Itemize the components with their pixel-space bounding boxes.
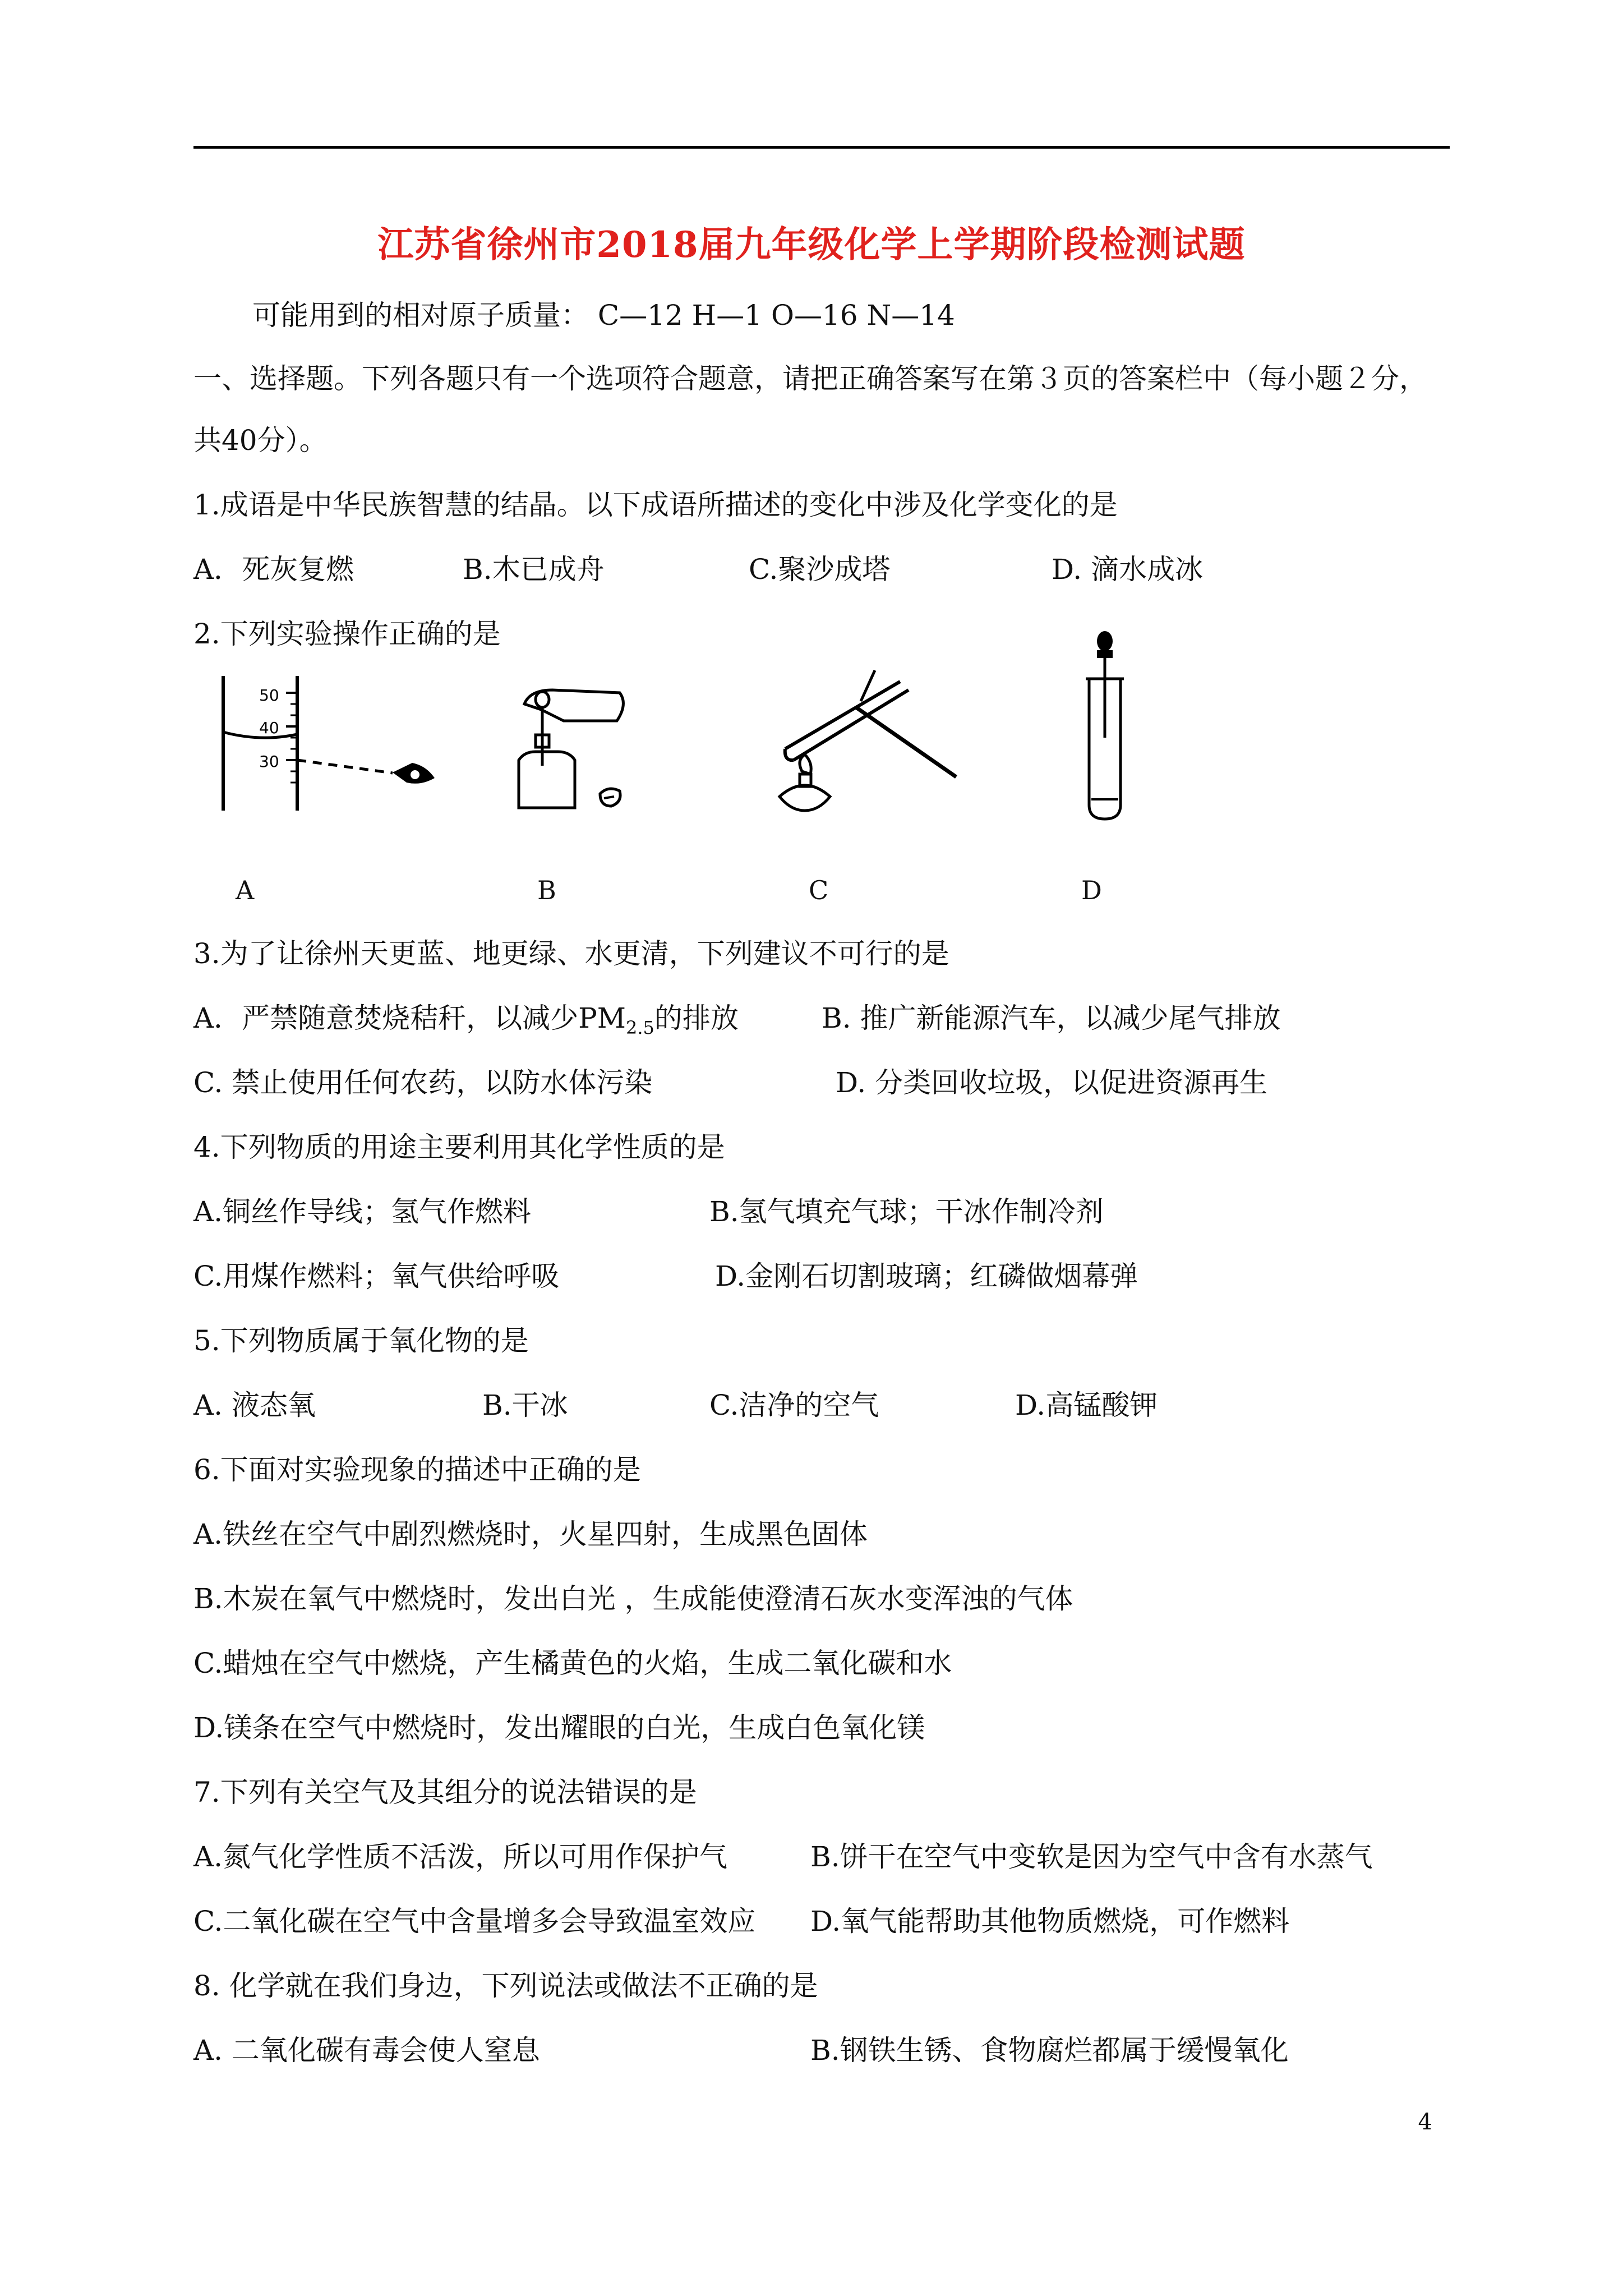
figure-label-a: A <box>236 875 255 905</box>
question-3-stem: 3.为了让徐州天更蓝、地更绿、水更清，下列建议不可行的是 <box>193 937 949 970</box>
option-c: C.二氧化碳在空气中含量增多会导致温室效应 <box>193 1905 756 1938</box>
tick-label-50: 50 <box>259 686 279 705</box>
option-d: D. 滴水成冰 <box>1052 553 1204 586</box>
eye-icon <box>393 763 435 784</box>
question-6-stem: 6.下面对实验现象的描述中正确的是 <box>193 1453 641 1486</box>
figure-b-dropper-bottle <box>508 682 642 816</box>
option-a: A．严禁随意焚烧秸秆，以减少$PM_{2.5}$的排放 <box>193 1002 739 1038</box>
option-c: C.用煤作燃料；氧气供给呼吸 <box>193 1260 560 1292</box>
question-6-option-c: C.蜡烛在空气中燃烧，产生橘黄色的火焰，生成二氧化碳和水 <box>193 1647 952 1680</box>
option-a: A.氮气化学性质不活泼，所以可用作保护气 <box>193 1841 728 1873</box>
option-c: C.聚沙成塔 <box>749 553 891 586</box>
question-2-stem: 2.下列实验操作正确的是 <box>193 618 501 650</box>
question-8-stem: 8. 化学就在我们身边，下列说法或做法不正确的是 <box>193 1970 818 2002</box>
figure-a-graduated-cylinder <box>213 670 449 816</box>
question-6-option-b: B.木炭在氧气中燃烧时，发出白光 ，生成能使澄清石灰水变浑浊的气体 <box>193 1582 1073 1615</box>
page-title: 江苏省徐州市2018届九年级化学上学期阶段检测试题 <box>377 224 1246 266</box>
option-b: B.干冰 <box>482 1389 568 1421</box>
option-b: B. 推广新能源汽车，以减少尾气排放 <box>822 1002 1281 1034</box>
section-instructions-2: 共40分）。 <box>193 424 328 457</box>
question-6-option-d: D.镁条在空气中燃烧时，发出耀眼的白光，生成白色氧化镁 <box>193 1711 925 1744</box>
option-d: D.高锰酸钾 <box>1015 1389 1158 1421</box>
option-b: B.饼干在空气中变软是因为空气中含有水蒸气 <box>810 1841 1373 1873</box>
figure-label-b: B <box>537 875 556 905</box>
option-a: A. 液态氧 <box>193 1389 316 1421</box>
option-a: A. 二氧化碳有毒会使人窒息 <box>193 2034 540 2067</box>
question-1-stem: 1.成语是中华民族智慧的结晶。以下成语所描述的变化中涉及化学变化的是 <box>193 489 1118 521</box>
section-instructions-1: 一、选择题。下列各题只有一个选项符合题意，请把正确答案写在第３页的答案栏中（每小题２分， <box>193 362 1427 395</box>
tick-label-40: 40 <box>259 719 279 737</box>
option-b: B.氢气填充气球；干冰作制冷剂 <box>709 1195 1104 1228</box>
option-d: D. 分类回收垃圾，以促进资源再生 <box>836 1066 1268 1099</box>
option-c: C.洁净的空气 <box>709 1389 879 1421</box>
option-d: D.氧气能帮助其他物质燃烧，可作燃料 <box>810 1905 1290 1938</box>
atomic-mass-line: 可能用到的相对原子质量： C—12 H—1 O—16 N—14 <box>252 299 955 332</box>
option-b: B.钢铁生锈、食物腐烂都属于缓慢氧化 <box>810 2034 1289 2067</box>
option-c: C. 禁止使用任何农药，以防水体污染 <box>193 1066 653 1099</box>
option-b: B.木已成舟 <box>463 553 605 586</box>
question-4-stem: 4.下列物质的用途主要利用其化学性质的是 <box>193 1131 725 1163</box>
figure-c-test-tube-heating <box>763 665 965 816</box>
question-6-option-a: A.铁丝在空气中剧烈燃烧时，火星四射，生成黑色固体 <box>193 1518 868 1550</box>
question-5-stem: 5.下列物质属于氧化物的是 <box>193 1324 529 1357</box>
question-7-stem: 7.下列有关空气及其组分的说法错误的是 <box>193 1776 697 1809</box>
page-number: 4 <box>1418 2109 1432 2135</box>
figure-label-c: C <box>809 875 829 905</box>
figure-d-dropper-test-tube <box>1077 625 1133 822</box>
option-a: A．死灰复燃 <box>193 553 354 586</box>
header-rule <box>193 146 1450 149</box>
option-a: A.铜丝作导线；氢气作燃料 <box>193 1195 532 1228</box>
tick-label-30: 30 <box>259 752 279 771</box>
figure-label-d: D <box>1081 875 1102 905</box>
option-d: D.金刚石切割玻璃；红磷做烟幕弹 <box>715 1260 1138 1292</box>
pm-subscript: 2.5 <box>625 1017 654 1038</box>
